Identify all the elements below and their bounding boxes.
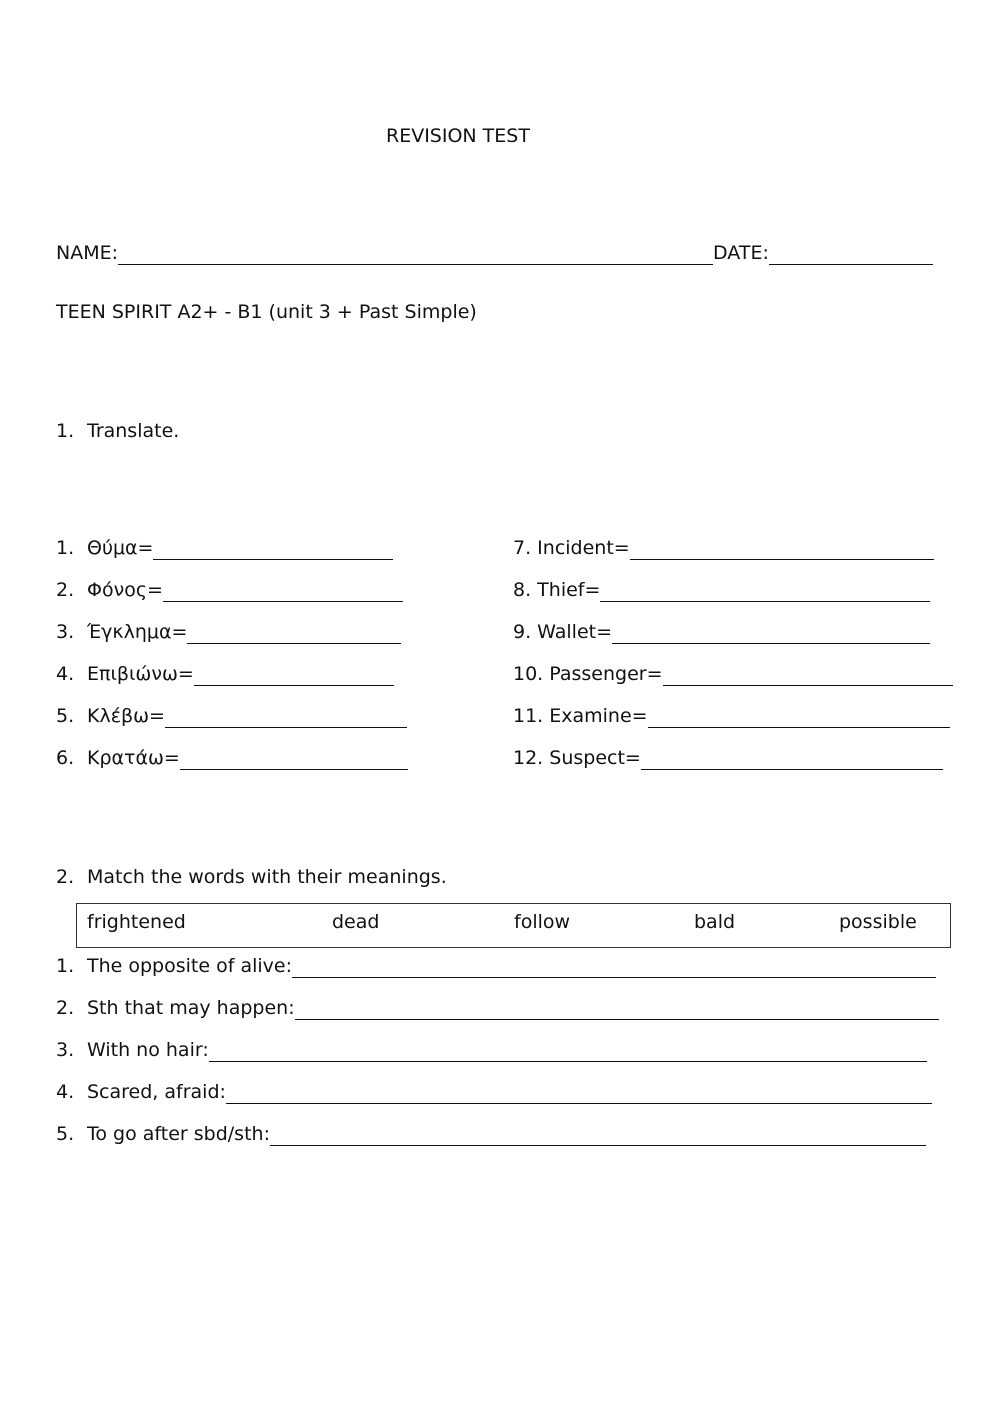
- translate-item: 4. Επιβιώνω=: [56, 662, 394, 686]
- answer-field[interactable]: [163, 583, 403, 602]
- match-item: 4. Scared, afraid:: [56, 1080, 932, 1104]
- answer-field[interactable]: [295, 1001, 939, 1020]
- match-item: 5. To go after sbd/sth:: [56, 1122, 926, 1146]
- translate-item: 7. Incident=: [513, 536, 934, 560]
- translate-item: 9. Wallet=: [513, 620, 930, 644]
- name-label: NAME:: [56, 242, 119, 264]
- word-bank-item: dead: [332, 911, 380, 933]
- answer-field[interactable]: [641, 751, 943, 770]
- name-field[interactable]: [118, 246, 713, 265]
- section1-heading: 1. Translate.: [56, 420, 180, 442]
- answer-field[interactable]: [226, 1085, 932, 1104]
- answer-field[interactable]: [612, 625, 930, 644]
- translate-item: 6. Κρατάω=: [56, 746, 408, 770]
- page-title: REVISION TEST: [386, 125, 530, 147]
- word-bank-item: frightened: [87, 911, 186, 933]
- translate-item: 2. Φόνος=: [56, 578, 403, 602]
- answer-field[interactable]: [663, 667, 953, 686]
- translate-item: 10. Passenger=: [513, 662, 953, 686]
- answer-field[interactable]: [209, 1043, 927, 1062]
- answer-field[interactable]: [292, 959, 936, 978]
- date-field[interactable]: [769, 246, 933, 265]
- word-bank: [76, 903, 951, 948]
- section2-heading: 2. Match the words with their meanings.: [56, 866, 447, 888]
- answer-field[interactable]: [153, 541, 393, 560]
- answer-field[interactable]: [165, 709, 407, 728]
- answer-field[interactable]: [630, 541, 934, 560]
- answer-field[interactable]: [194, 667, 394, 686]
- subtitle: TEEN SPIRIT A2+ - B1 (unit 3 + Past Simple): [56, 301, 477, 323]
- translate-item: 11. Examine=: [513, 704, 950, 728]
- word-bank-item: follow: [514, 911, 571, 933]
- name-date-row: [56, 241, 933, 265]
- match-item: 1. The opposite of alive:: [56, 954, 936, 978]
- date-label: DATE:: [713, 242, 769, 264]
- match-item: 3. With no hair:: [56, 1038, 927, 1062]
- translate-item: 3. Έγκλημα=: [56, 620, 401, 644]
- translate-item: 12. Suspect=: [513, 746, 943, 770]
- translate-item: 1. Θύμα=: [56, 536, 393, 560]
- translate-item: 8. Thief=: [513, 578, 930, 602]
- answer-field[interactable]: [648, 709, 950, 728]
- match-item: 2. Sth that may happen:: [56, 996, 939, 1020]
- answer-field[interactable]: [187, 625, 401, 644]
- answer-field[interactable]: [270, 1127, 926, 1146]
- word-bank-item: possible: [839, 911, 917, 933]
- translate-item: 5. Κλέβω=: [56, 704, 407, 728]
- answer-field[interactable]: [180, 751, 408, 770]
- answer-field[interactable]: [600, 583, 930, 602]
- word-bank-item: bald: [694, 911, 736, 933]
